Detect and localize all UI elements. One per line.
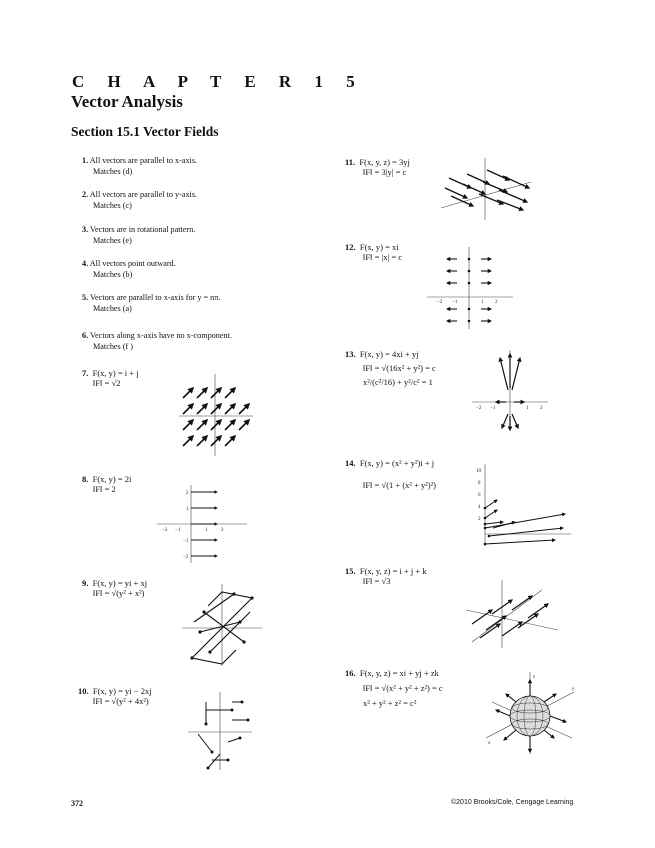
tick-label: 2	[495, 300, 498, 305]
problem-7: 7. F(x, y) = i + j ‖F‖ = √2	[82, 368, 139, 388]
graph-15	[462, 580, 562, 650]
section-title: Section 15.1 Vector Fields	[71, 124, 219, 139]
graph-12	[425, 245, 515, 331]
chapter-label: C H A P T E R 1 5	[72, 72, 365, 91]
problem-15: 15. F(x, y, z) = i + j + k ‖F‖ = √3	[345, 566, 427, 586]
tick-label: 1	[526, 406, 529, 411]
list-item: 4. All vectors point outward. Matches (b)	[82, 259, 176, 279]
list-item: 1. All vectors are parallel to x-axis. Matches (d)	[82, 156, 198, 176]
tick-label: 1	[205, 528, 208, 533]
chapter-title: Vector Analysis	[71, 92, 183, 111]
tick-label: −2	[162, 528, 168, 533]
copyright: ©2010 Brooks/Cole, Cengage Learning	[451, 799, 574, 806]
graph-13	[470, 348, 550, 432]
tick-label: 2	[540, 406, 543, 411]
tick-label: 1	[186, 507, 189, 512]
graph-9	[180, 582, 264, 668]
graph-7	[175, 372, 255, 458]
graph-8	[155, 483, 247, 565]
problem-12: 12. F(x, y) = xi ‖F‖ = |x| = c	[345, 242, 403, 262]
tick-label: 2	[221, 528, 224, 533]
tick-label: −1	[490, 406, 496, 411]
tick-label: −1	[175, 528, 181, 533]
tick-label: 2	[186, 491, 189, 496]
graph-10	[186, 690, 254, 772]
tick-label: −2	[476, 406, 482, 411]
tick-label: 6	[478, 493, 481, 498]
tick-label: −2	[437, 300, 443, 305]
list-item: 2. All vectors are parallel to y-axis. Matches (c)	[82, 190, 198, 210]
axis-label: x	[488, 741, 491, 746]
tick-label: −1	[183, 539, 189, 544]
tick-label: −2	[183, 555, 189, 560]
list-item: 6. Vectors along x-axis have no x-component. Matches (f )	[82, 331, 232, 351]
graph-11	[437, 158, 533, 222]
problem-11: 11. F(x, y, z) = 3yj ‖F‖ = 3|y| = c	[345, 157, 410, 177]
page-number: 372	[71, 799, 83, 808]
tick-label: 4	[478, 505, 481, 510]
graph-14	[475, 462, 573, 548]
axis-label: y	[572, 687, 575, 692]
tick-label: 2	[478, 517, 481, 522]
problem-14: 14. F(x, y) = (x² + y²)i + j ‖F‖ = √(1 + (x² + y²)²)	[345, 458, 437, 490]
list-item: 3. Vectors are in rotational pattern. Matches (e)	[82, 225, 196, 245]
tick-label: 8	[478, 481, 481, 486]
problem-8: 8. F(x, y) = 2i ‖F‖ = 2	[82, 474, 132, 494]
problem-10: 10. F(x, y) = yi − 2xj ‖F‖ = √(y² + 4x²)	[78, 686, 152, 706]
axis-label: z	[533, 675, 536, 680]
tick-label: −1	[452, 300, 458, 305]
problem-13: 13. F(x, y) = 4xi + yj ‖F‖ = √(16x² + y²) = c x²/(c²/16) + y²/c² = 1	[345, 349, 436, 387]
list-item: 5. Vectors are parallel to x-axis for y = nπ. Matches (a)	[82, 293, 221, 313]
graph-16	[482, 672, 578, 756]
problem-9: 9. F(x, y) = yi + xj ‖F‖ = √(y² + x²)	[82, 578, 148, 598]
tick-label: 1	[481, 300, 484, 305]
problem-16: 16. F(x, y, z) = xi + yj + zk ‖F‖ = √(x² + y² + z²) = c x² + y² + z² = c²	[345, 668, 443, 708]
tick-label: 10	[476, 469, 481, 474]
